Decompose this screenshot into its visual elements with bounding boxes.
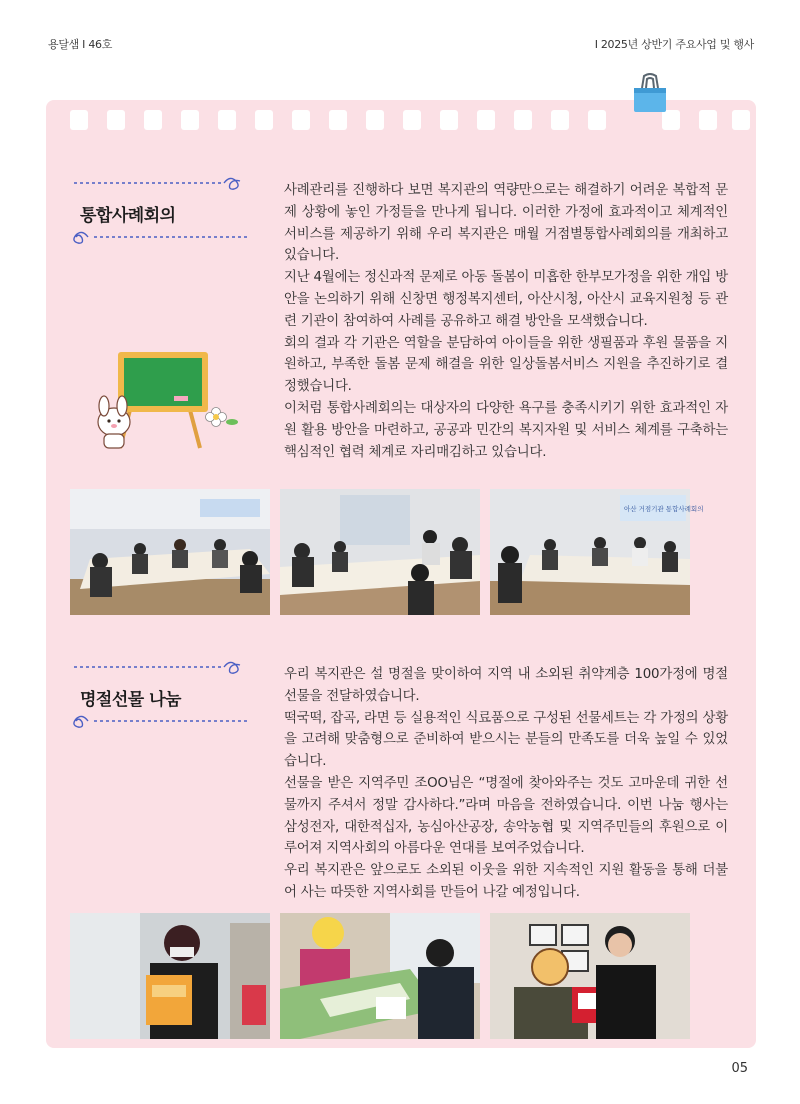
header-section-title: I 2025년 상반기 주요사업 및 행사 (594, 38, 754, 51)
paragraph: 우리 복지관은 설 명절을 맞이하여 지역 내 소외된 취약계층 100가정에 명절선물을 전달하였습니다. (284, 667, 728, 704)
photo-meeting-3 (490, 489, 704, 615)
section-title-holiday-gift: 명절선물 나눔 (80, 690, 181, 710)
paragraph: 선물을 받은 지역주민 조OO님은 “명절에 찾아와주는 것도 고마운데 귀한 선물까지 주셔서 정말 감사하다.”라며 마음을 전하였습니다. 이번 나눔 행사는 삼성전자, 대한적십자, 농심아산공장, 송악농협 및 지역주민들의 후원으로 이루어져 지역사회의 아름다운 연대를 보여주었습니다. (284, 775, 728, 857)
dotted-line-deco-icon (74, 228, 250, 248)
flower-icon (206, 406, 240, 428)
paragraph: 이처럼 통합사례회의는 대상자의 다양한 욕구를 충족시키기 위한 효과적인 자원 활용 방안을 마련하고, 공공과 민간의 복지자원 및 서비스 체계를 구축하는 핵심적인 협력 체계로 자리매김하고 있습니다. (284, 400, 728, 460)
photo-meeting-2 (280, 489, 480, 615)
dotted-line-deco-icon (74, 174, 250, 194)
dotted-line-deco-icon (74, 658, 250, 678)
paragraph: 우리 복지관은 앞으로도 소외된 이웃을 위한 지속적인 지원 활동을 통해 더불어 사는 따뜻한 지역사회를 만들어 나갈 예정입니다. (284, 863, 728, 900)
paragraph: 회의 결과 각 기관은 역할을 분담하여 아이들을 위한 생필품과 후원 물품을 지원하고, 부족한 돌봄 문제 해결을 위한 일상돌봄서비스 지원을 추진하기로 결정했습니다. (284, 335, 728, 395)
header-issue: 용달샘 I 46호 (48, 38, 113, 51)
meeting-banner-text: 아산 거점기관 통합사례회의 (624, 505, 704, 513)
binder-clip-icon (632, 74, 668, 114)
section-body-holiday-gift (284, 664, 728, 904)
page-number: 05 (731, 1061, 748, 1076)
paragraph: 떡국떡, 잡곡, 라면 등 실용적인 식료품으로 구성된 선물세트는 각 가정의 상황을 고려해 맞춤형으로 준비하여 받으시는 분들의 만족도를 더욱 높일 수 있었습니다. (284, 710, 728, 770)
photo-gift-delivery-1 (70, 913, 270, 1039)
photo-gift-delivery-2 (280, 913, 480, 1039)
dotted-line-deco-icon (74, 712, 250, 732)
photo-gift-delivery-3 (490, 913, 690, 1039)
section-title-case-conference: 통합사례회의 (80, 206, 176, 226)
paragraph: 지난 4월에는 정신과적 문제로 아동 돌봄이 미흡한 한부모가정을 위한 개입 방안을 논의하기 위해 신창면 행정복지센터, 아산시청, 아산시 교육지원청 등 관련 기관이 참여하여 사례를 공유하고 해결 방안을 모색했습니다. (284, 270, 728, 329)
photo-meeting-1 (70, 489, 270, 615)
paragraph: 사례관리를 진행하다 보면 복지관의 역량만으로는 해결하기 어려운 복합적 문제 상황에 놓인 가정들을 만나게 됩니다. 이러한 가정에 효과적이고 체계적인 서비스를 제공하기 위해 우리 복지관은 매월 거점별통합사례회의를 개최하고 있습니다. (284, 183, 728, 264)
section-body-case-conference (284, 180, 728, 463)
chalkboard-bunny-illustration (90, 350, 240, 450)
